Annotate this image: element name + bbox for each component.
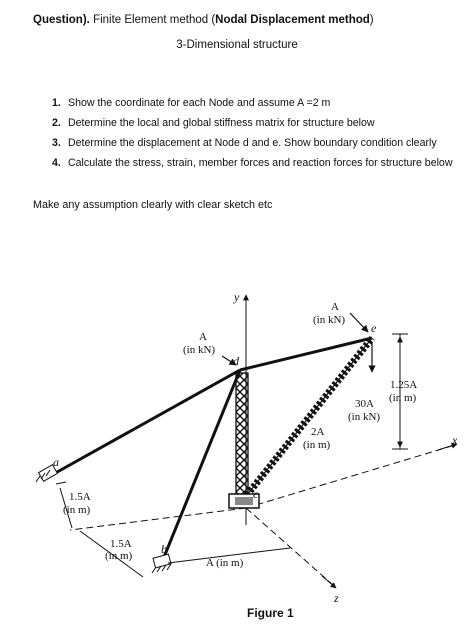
- member-b-d: [162, 370, 240, 562]
- axis-y-label: y: [234, 290, 240, 304]
- dim-15a-left-tick: [56, 482, 66, 484]
- z-axis-line: [246, 508, 333, 585]
- dim-15a-left-unit: (in m): [63, 504, 91, 516]
- question-close: ): [369, 14, 374, 26]
- member-a-d: [50, 370, 240, 476]
- dim-125-unit: (in m): [389, 392, 417, 404]
- page-subtitle: 3-Dimensional structure: [176, 39, 298, 51]
- task-text: Show the coordinate for each Node and assume A =2 m: [68, 97, 331, 109]
- support-c-inner: [235, 497, 253, 505]
- load-30-unit: (in kN): [348, 411, 381, 423]
- node-label-d: d: [233, 354, 239, 368]
- dim-15a-bottom-unit: (in m): [105, 550, 133, 562]
- task-text: Determine the displacement at Node d and e. Show boundary condition clearly: [68, 137, 437, 149]
- load-d-unit: (in kN): [183, 344, 216, 356]
- load-e-unit: (in kN): [313, 314, 346, 326]
- task-number: 4.: [52, 157, 61, 169]
- task-text: Calculate the stress, strain, member forces and reaction forces for structure below: [68, 157, 453, 169]
- load-30-value: 30A: [355, 398, 374, 410]
- dim-125-value: 1.25A: [390, 379, 418, 391]
- dim-15a-left-value: 1.5A: [69, 491, 91, 503]
- dim-2a-value: 2A: [311, 426, 325, 438]
- node-label-a: a: [53, 455, 59, 469]
- question-method: Nodal Displacement method: [215, 14, 370, 26]
- question-prefix: Question).: [33, 14, 90, 26]
- figure-caption: Figure 1: [247, 606, 294, 620]
- load-e-value: A: [331, 301, 339, 313]
- task-text: Determine the local and global stiffness matrix for structure below: [68, 117, 375, 129]
- dim-a-value: A (in m): [206, 557, 244, 569]
- task-number: 2.: [52, 117, 61, 129]
- node-label-c: c: [253, 487, 259, 501]
- support-b: [153, 554, 171, 568]
- node-label-b: b: [161, 542, 167, 556]
- assumption-note: Make any assumption clearly with clear sketch etc: [33, 199, 273, 211]
- dim-15a-bottom-value: 1.5A: [110, 538, 132, 550]
- left-axis-dashed: [70, 508, 246, 530]
- load-d-value: A: [199, 331, 207, 343]
- z-axis-arrow: [322, 576, 336, 588]
- task-number: 1.: [52, 97, 61, 109]
- axis-x-label: x: [452, 433, 458, 447]
- dim-2a-unit: (in m): [303, 439, 331, 451]
- task-number: 3.: [52, 137, 61, 149]
- load-e-arrow: [350, 313, 368, 332]
- node-label-e: e: [371, 321, 377, 335]
- question-text: Finite Element method (: [89, 14, 216, 26]
- axis-z-label: z: [334, 591, 339, 605]
- lattice-tower: [236, 373, 248, 495]
